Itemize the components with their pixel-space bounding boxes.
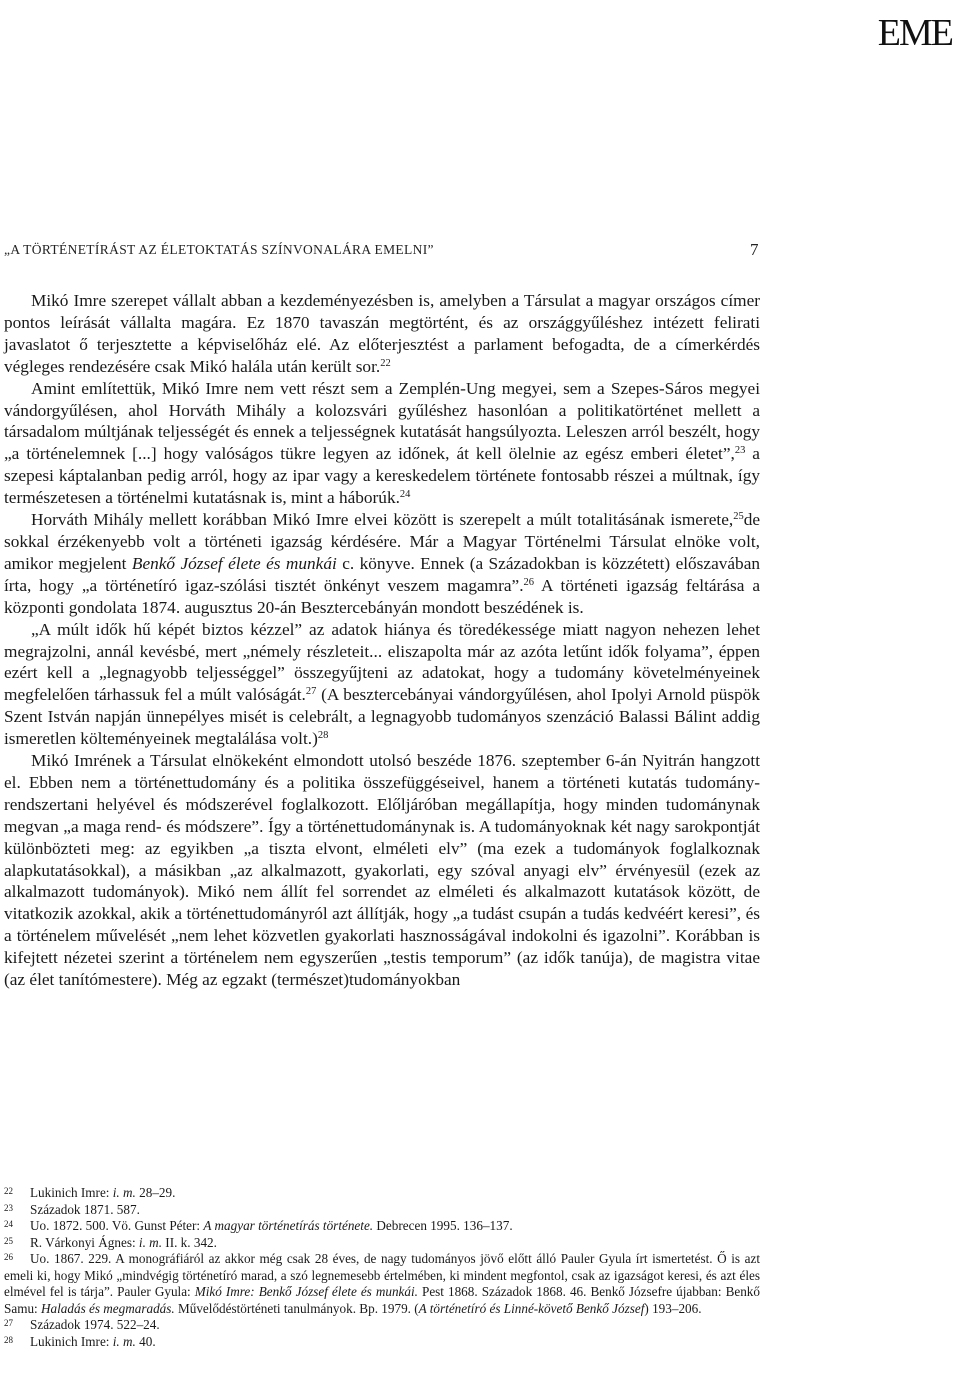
paragraph-text: „A múlt idők hű képét biztos kézzel” az adatok hiánya és töredékessége miatt nagyon nehezen lehet megrajzolni, annál kevésbé, mert „némely részleteit... eliszapolta már az azóta letűnt idők folyama”, éppen ezért kell a „legnagyobb teljességgel” összegyűjteni az adatokat, hogy a tudomány követelményeinek megfelelően tárhassuk fel a múlt valóságát. — [4, 619, 760, 705]
footnote-text: Debrecen 1995. 136–137. — [373, 1218, 513, 1233]
footnote-text: 40. — [135, 1333, 156, 1349]
footnote-italic: A magyar történetírás története. — [203, 1218, 374, 1233]
footnote-text: Pest 1868. Századok 1868. 46. Benkő Józsefre újabban: Benkő Samu: — [4, 1284, 760, 1316]
footnote-ref: 27 — [305, 686, 317, 698]
footnote-26 — [4, 1251, 760, 1317]
footnote-text: Uo. 1867. 229. A monográfiáról az akkor még csak 28 éves, de nagy tudományos jövő előtt álló Pauler Gyula írt ismertetést. Ő is azt emeli ki, hogy Mikó „mindvégig történetíró marad, a szó legnemesebb értelmében, ki mindent megfontol, csak az igazságot keresi, és azt éles elmével fel is tárja”. Pauler Gyula: — [4, 1251, 760, 1299]
footnote-ref: 23 — [734, 445, 746, 457]
footnote-text: 28–29. — [135, 1185, 176, 1200]
paragraph-5 — [4, 750, 760, 991]
paragraph-text: Horváth Mihály mellett korábban Mikó Imre elvei között is szerepelt a múlt totalitásának ismerete, — [31, 510, 734, 530]
footnote-text: Századok 1871. 587. — [30, 1201, 140, 1217]
footnote-ref: 26 — [523, 576, 535, 588]
footnote-italic: A történetíró és Linné-követő Benkő József — [418, 1300, 645, 1316]
paragraph-1 — [4, 290, 760, 378]
paragraph-text: (A besztercebányai vándorgyűlésen, ahol Ipolyi Arnold püspök Szent István napján ünnepélyes misét is celebrált, a legnagyobb tudományos szenzáció Balassi Bálint addig ismeretlen költeményeinek megtalálása volt.) — [4, 685, 760, 749]
paragraph-3 — [4, 509, 760, 619]
footnote-23 — [4, 1202, 760, 1219]
publisher-logo: EME — [877, 12, 952, 54]
footnote-ref: 22 — [380, 357, 391, 369]
body-text — [4, 290, 760, 991]
footnote-text: Lukinich Imre: — [30, 1185, 113, 1200]
footnote-text: Századok 1974. 522–24. — [30, 1317, 160, 1332]
footnote-number: 22 — [4, 1186, 13, 1196]
paragraph-text: c. könyve. Ennek (a Századokban is közzétett) előszavában írta, hogy „a történetíró igaz-szólási tisztét önkényt veszem magamra”. — [4, 553, 761, 595]
footnote-text: II. k. 342. — [162, 1234, 217, 1250]
running-head-title: „A TÖRTÉNETÍRÁST AZ ÉLETOKTATÁS SZÍNVONALÁRA EMELNI” — [4, 242, 434, 257]
footnote-text: Uo. 1872. 500. Vö. Gunst Péter: — [30, 1218, 204, 1233]
footnote-ref: 24 — [399, 489, 411, 501]
paragraph-text: a szepesi káptalanban pedig arról, hogy az ipar vagy a kereskedelem története fontosabb részei a múltnak, így természetesen a történelmi kutatásnak is, mint a háborúk. — [4, 444, 760, 508]
footnote-number: 26 — [4, 1252, 13, 1262]
page-number: 7 — [750, 240, 759, 259]
footnote-28 — [4, 1334, 760, 1351]
footnote-italic: Haladás és megmaradás. — [41, 1300, 175, 1316]
footnote-text: ) 193–206. — [644, 1300, 702, 1316]
book-title: Benkő József élete és munkái — [131, 553, 337, 573]
footnote-italic: Mikó Imre: Benkő József élete és munkái. — [194, 1284, 418, 1299]
footnote-27 — [4, 1317, 760, 1334]
footnote-22 — [4, 1185, 760, 1202]
footnote-number: 24 — [4, 1219, 13, 1229]
paragraph-2 — [4, 378, 760, 509]
paragraph-text: Mikó Imrének a Társulat elnökeként elmondott utolsó beszéde 1876. szeptember 6-án Nyitrán hangzott el. Ebben nem a történettudomány és a politika összefüggéseivel, hanem a történeti kutatás tudomány-rendszertani helyével és módszerével foglalkozott. Előljáróban megállapítja, hogy minden tudománynak megvan „a maga rend- és módszere”. Így a történettudománynak is. A tudományoknak két nagy sarokpontját különbözteti meg: az egyikben „a tiszta elvont, elméleti elv” (ma ezek a tudományok foglalkoznak alapkutatásokkal), a másikban „az alkalmazott, gyakorlati, egy szóval anyagi elv” érvényesül (ezek az alkalmazott tudományok). Mikó nem állít fel sorrendet az elméleti és alkalmazott kutatások között, de vitatkozik azokkal, akik a történettudományról azt állítják, hogy „a tudást csupán a tudás kedvéért keresi”, és a történelem művelését „nem lehet közvetlen gyakorlati hasznosságával indokolni és igazolni”. Korábban is kifejtett nézetei szerint a történelem nem egyszerűen „testis temporum” (az idők tanúja), de magistra vitae (az élet tanítómestere). Még az egzakt (természet)tudományokban — [4, 751, 760, 990]
footnote-text: Művelődéstörténeti tanulmányok. Bp. 1979. ( — [174, 1300, 419, 1316]
footnote-number: 23 — [4, 1202, 13, 1213]
footnote-25 — [4, 1235, 760, 1252]
paragraph-text: A történeti igazság feltárása a központi gondolata 1874. augusztus 20-án Besztercebányán mondott beszédének is. — [4, 575, 760, 617]
footnote-24 — [4, 1218, 760, 1235]
paragraph-text: Amint említettük, Mikó Imre nem vett részt sem a Zemplén-Ung megyei, sem a Szepes-Sáros megyei vándorgyűlésen, ahol Horváth Mihály a kolozsvári gyűléshez hasonlóan a politikatörténet mellett a társadalom múltjának teljességét és ennek a teljességnek kutatását hangsúlyozta. Leleszen arról beszélt, hogy „a történelemnek [...] hogy valóságos tükre legyen az időnek, át kell ölelnie az egész emberi életet”, — [4, 378, 760, 464]
footnote-italic: i. m. — [138, 1234, 162, 1250]
footnote-ref: 25 — [733, 511, 744, 523]
footnote-italic: i. m. — [112, 1333, 136, 1349]
footnote-italic: i. m. — [112, 1185, 136, 1200]
footnote-text: R. Várkonyi Ágnes: — [30, 1234, 139, 1250]
footnotes — [4, 1185, 760, 1350]
paragraph-text: de sokkal érzékenyebb volt a történeti igazság kérdésére. Már a Magyar Történelmi Társulat elnöke volt, amikor megjelent — [4, 510, 760, 573]
footnote-number: 28 — [4, 1334, 13, 1345]
footnote-number: 25 — [4, 1235, 13, 1246]
paragraph-text: Mikó Imre szerepet vállalt abban a kezdeményezésben is, amelyben a Társulat a magyar országos címer pontos leírását vállalta magára. Ez 1870 tavaszán megtörtént, és az országgyűléshez intézett felirati javaslatot ő terjesztette a képviselőház elé. Az előterjesztést a parlament befogadta, de a címerkérdés végleges rendezésére csak Mikó halála után került sor. — [4, 291, 760, 376]
footnote-number: 27 — [4, 1318, 13, 1328]
footnote-ref: 28 — [317, 730, 329, 742]
footnote-text: Lukinich Imre: — [30, 1333, 113, 1349]
paragraph-4 — [4, 619, 760, 750]
